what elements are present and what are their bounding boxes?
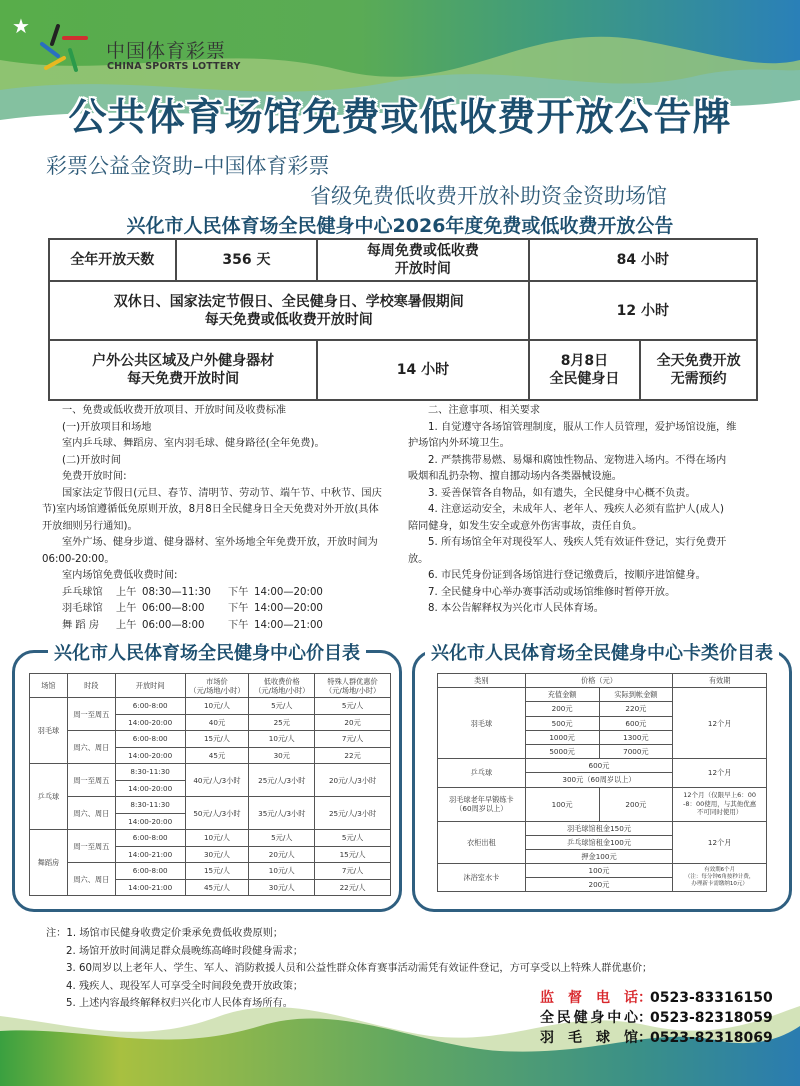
holiday-line-1: 国家法定节假日(元旦、春节、清明节、劳动节、端午节、中秋节、国庆 bbox=[62, 487, 382, 499]
header-venue: 场馆 bbox=[30, 674, 68, 698]
venue-name: 乒乓球 bbox=[30, 764, 68, 830]
price-table-box bbox=[12, 643, 402, 912]
contact-separator: ： bbox=[638, 1030, 652, 1046]
price-row bbox=[30, 830, 391, 847]
price-table-header bbox=[30, 674, 391, 698]
header-validity: 有效期 bbox=[673, 674, 767, 688]
period-name: 周六、周日 bbox=[67, 863, 115, 896]
special-price: 15元/人 bbox=[315, 846, 391, 863]
contact-supervision bbox=[540, 988, 773, 1008]
schedule-pm-label: 下午 bbox=[228, 619, 249, 631]
locker-name: 衣柜出租 bbox=[438, 821, 526, 864]
price-row bbox=[30, 764, 391, 781]
schedule-venue: 羽毛球馆 bbox=[62, 603, 103, 614]
senior-card-name-line1: 羽毛球老年早锻练卡 bbox=[449, 795, 514, 804]
open-time: 14:00-21:00 bbox=[115, 846, 185, 863]
header-price: 价格（元） bbox=[525, 674, 673, 688]
rule-item: 7. 全民健身中心举办赛事活动或场馆维修时暂停开放。 bbox=[428, 586, 676, 598]
holiday-label-line2: 每天免费或低收费开放时间 bbox=[204, 311, 373, 328]
schedule-am-label: 上午 bbox=[116, 619, 137, 631]
credited-header: 实际到帐金额 bbox=[599, 688, 673, 702]
pingpong-price: 600元 bbox=[525, 759, 673, 773]
special-price: 22元 bbox=[315, 747, 391, 764]
low-price: 20元/人 bbox=[249, 846, 315, 863]
rule-item: 3. 妥善保管各自物品，如有遗失，全民健身中心概不负责。 bbox=[428, 487, 696, 499]
period-name: 周一至周五 bbox=[67, 698, 115, 731]
header-special-label: 特殊人群优惠价 bbox=[327, 676, 378, 686]
summary-table bbox=[48, 238, 758, 401]
special-price: 25元/人/3小时 bbox=[315, 797, 391, 830]
header-category: 类别 bbox=[438, 674, 526, 688]
special-price: 7元/人 bbox=[315, 731, 391, 748]
low-price: 5元/人 bbox=[249, 830, 315, 847]
market-price: 45元 bbox=[185, 747, 249, 764]
contact-badminton-hall bbox=[540, 1028, 773, 1048]
lottery-emblem-icon bbox=[36, 24, 96, 74]
low-price: 30元/人 bbox=[249, 879, 315, 896]
low-price: 30元 bbox=[249, 747, 315, 764]
contact-fitness-center bbox=[540, 1008, 773, 1028]
header-low-unit: （元/场地/小时） bbox=[254, 685, 310, 695]
indoor-time-label: 室内场馆免费低收费时间: bbox=[62, 570, 178, 581]
schedule-pm-time: 14:00—20:00 bbox=[254, 586, 323, 598]
locker-badminton: 羽毛球馆租金150元 bbox=[525, 821, 673, 835]
shower-card-name: 沐浴室水卡 bbox=[438, 864, 526, 892]
low-price: 35元/人/3小时 bbox=[249, 797, 315, 830]
note-item: 2. 场馆开放时间满足群众晨晚练高峰时段健身需求； bbox=[66, 945, 304, 957]
rules-list bbox=[408, 420, 768, 618]
recharge-header: 充值金额 bbox=[525, 688, 599, 702]
schedule-am-label: 上午 bbox=[116, 586, 137, 598]
pingpong-card-name: 乒乓球 bbox=[438, 759, 526, 787]
rule-item-continued: 陪同健身，如发生安全或意外伤害事故，责任自负。 bbox=[408, 520, 643, 532]
rule-item-continued: 放。 bbox=[408, 553, 429, 565]
low-price: 25元 bbox=[249, 714, 315, 731]
header-special bbox=[315, 674, 391, 698]
summary-row-open-days bbox=[49, 239, 757, 281]
price-row bbox=[30, 863, 391, 880]
schedule-pm-label: 下午 bbox=[228, 603, 249, 614]
holiday-line-2: 节)室内场馆遵循低免原则开放，8月8日全民健身日全天免费对外开放(具体 bbox=[42, 504, 379, 515]
period-name: 周一至周五 bbox=[67, 764, 115, 797]
fitness-day bbox=[529, 340, 641, 400]
outdoor-line-2: 06:00-20:00。 bbox=[42, 553, 115, 565]
open-time: 6:00-8:00 bbox=[115, 698, 185, 715]
logo-english-text: CHINA SPORTS LOTTERY bbox=[107, 61, 241, 72]
market-price: 30元/人 bbox=[185, 846, 249, 863]
shower-validity bbox=[673, 864, 767, 892]
low-price: 5元/人 bbox=[249, 698, 315, 715]
contact-phone: 0523-82318069 bbox=[650, 1030, 773, 1046]
recharge-amount: 200元 bbox=[525, 702, 599, 716]
shower-validity-line1: 有效期6个月 bbox=[704, 867, 736, 874]
open-time: 14:00-20:00 bbox=[115, 714, 185, 731]
weekly-hours-label bbox=[317, 239, 528, 281]
holiday-label-line1: 双休日、国家法定节假日、全民健身日、学校寒暑假期间 bbox=[113, 293, 464, 310]
section-rules bbox=[408, 403, 768, 618]
senior-card-name-line2: （60周岁以上） bbox=[455, 804, 508, 813]
section-one-items: 室内乒乓球、舞蹈房、室内羽毛球、健身路径(全年免费)。 bbox=[62, 438, 325, 449]
star-icon: ★ bbox=[12, 14, 30, 38]
subtitle-funding: 彩票公益金资助–中国体育彩票 bbox=[46, 154, 330, 178]
senior-validity-line2: -8：00使用，与其他优惠 bbox=[683, 799, 757, 808]
rule-item: 6. 市民凭身份证到各场馆进行登记缴费后，按顺序进馆健身。 bbox=[428, 570, 706, 581]
credited-amount: 220元 bbox=[599, 702, 673, 716]
venue-name: 舞蹈房 bbox=[30, 830, 68, 896]
locker-deposit: 押金100元 bbox=[525, 849, 673, 863]
contact-phone: 0523-83316150 bbox=[650, 990, 773, 1006]
note-item: 5. 上述内容最终解释权归兴化市人民体育场所有。 bbox=[66, 998, 293, 1009]
market-price: 15元/人 bbox=[185, 731, 249, 748]
schedule-row bbox=[42, 585, 402, 602]
header-low-label: 低收费价格 bbox=[263, 676, 300, 686]
fitness-day-name: 全民健身日 bbox=[549, 371, 620, 387]
senior-validity-line3: 不可同时使用） bbox=[696, 808, 743, 817]
pingpong-validity: 12个月 bbox=[673, 759, 767, 787]
special-price: 5元/人 bbox=[315, 830, 391, 847]
open-time: 6:00-8:00 bbox=[115, 731, 185, 748]
senior-card-name bbox=[438, 787, 526, 821]
price-row bbox=[30, 797, 391, 814]
holiday-hours-label bbox=[49, 281, 529, 340]
card-row bbox=[438, 688, 767, 702]
outdoor-label-line1: 户外公共区域及户外健身器材 bbox=[92, 353, 275, 369]
holiday-line-3: 开放细则另行通知)。 bbox=[42, 520, 138, 532]
contact-label: 全民健身中心 bbox=[540, 1010, 638, 1026]
fitness-day-note-line1: 全天免费开放 bbox=[656, 353, 741, 369]
fitness-day-date: 8月8日 bbox=[560, 353, 609, 369]
outdoor-hours-value: 14 小时 bbox=[317, 340, 528, 400]
outdoor-label-line2: 每天免费开放时间 bbox=[127, 371, 240, 387]
section-opening-info bbox=[42, 403, 402, 634]
senior-validity-line1: 12个月（仅限早上6：00 bbox=[683, 791, 756, 800]
schedule-am-time: 06:00—8:00 bbox=[142, 603, 205, 614]
special-price: 20元 bbox=[315, 714, 391, 731]
card-row bbox=[438, 759, 767, 773]
market-price: 10元/人 bbox=[185, 830, 249, 847]
header-low bbox=[249, 674, 315, 698]
card-row bbox=[438, 787, 767, 821]
schedule-am-label: 上午 bbox=[116, 603, 137, 614]
special-price: 22元/人 bbox=[315, 879, 391, 896]
open-days-value: 356 天 bbox=[176, 239, 318, 281]
shower-validity-line2: （注：每分钟6角按秒计费， bbox=[684, 874, 755, 881]
open-time: 8:30-11:30 bbox=[115, 797, 185, 814]
open-time: 14:00-20:00 bbox=[115, 780, 185, 797]
period-name: 周六、周日 bbox=[67, 797, 115, 830]
card-table bbox=[437, 673, 767, 892]
open-time: 14:00-21:00 bbox=[115, 879, 185, 896]
section-one-sub2: (二)开放时间 bbox=[62, 454, 121, 466]
logo-chinese-text: 中国体育彩票 bbox=[106, 40, 227, 62]
credited-amount: 600元 bbox=[599, 716, 673, 730]
card-table-header bbox=[438, 674, 767, 688]
market-price: 45元/人 bbox=[185, 879, 249, 896]
section-one-heading: 一、免费或低收费开放项目、开放时间及收费标准 bbox=[62, 405, 287, 416]
outdoor-line-1: 室外广场、健身步道、健身器材、室外场地全年免费开放，开放时间为 bbox=[62, 537, 378, 548]
special-price: 5元/人 bbox=[315, 698, 391, 715]
open-time: 14:00-20:00 bbox=[115, 813, 185, 830]
card-row bbox=[438, 864, 767, 878]
schedule-pm-label: 下午 bbox=[228, 586, 249, 598]
rule-item: 4. 注意运动安全，未成年人、老年人、残疾人必须有监护人(成人) bbox=[428, 504, 724, 515]
contact-label: 羽毛球馆 bbox=[540, 1030, 638, 1046]
summary-row-holidays bbox=[49, 281, 757, 340]
rule-item-continued: 护场馆内外环境卫生。 bbox=[408, 438, 510, 449]
pingpong-senior-price: 300元（60周岁以上） bbox=[525, 773, 673, 787]
contact-label: 监督电话 bbox=[540, 990, 638, 1006]
market-price: 40元 bbox=[185, 714, 249, 731]
header-period: 时段 bbox=[67, 674, 115, 698]
low-price: 10元/人 bbox=[249, 731, 315, 748]
credited-amount: 1300元 bbox=[599, 730, 673, 744]
badminton-card-name: 羽毛球 bbox=[438, 688, 526, 759]
price-row bbox=[30, 731, 391, 748]
rule-item: 5. 所有场馆全年对现役军人、残疾人凭有效证件登记，实行免费开 bbox=[428, 537, 727, 548]
open-time: 6:00-8:00 bbox=[115, 830, 185, 847]
notice-title: 兴化市人民体育场全民健身中心2026年度免费或低收费开放公告 bbox=[126, 215, 674, 237]
senior-recharge: 100元 bbox=[525, 787, 599, 821]
weekly-hours-value: 84 小时 bbox=[529, 239, 757, 281]
contact-separator: ： bbox=[638, 990, 652, 1006]
shower-price-1: 100元 bbox=[525, 864, 673, 878]
rule-item: 1. 自觉遵守各场馆管理制度，服从工作人员管理，爱护场馆设施，维 bbox=[428, 421, 737, 433]
locker-pingpong: 乒乓球馆租金100元 bbox=[525, 835, 673, 849]
recharge-amount: 1000元 bbox=[525, 730, 599, 744]
schedule-venue: 舞 蹈 房 bbox=[62, 619, 100, 631]
schedule-list bbox=[42, 585, 402, 635]
china-sports-lottery-logo bbox=[6, 14, 246, 70]
free-time-label: 免费开放时间: bbox=[62, 471, 127, 482]
price-row bbox=[30, 698, 391, 715]
section-two-heading: 二、注意事项、相关要求 bbox=[428, 405, 541, 416]
senior-validity bbox=[673, 787, 767, 821]
rule-item: 2. 严禁携带易燃、易爆和腐蚀性物品、宠物进入场内。不得在场内 bbox=[428, 454, 727, 466]
period-name: 周六、周日 bbox=[67, 731, 115, 764]
market-price: 15元/人 bbox=[185, 863, 249, 880]
open-time: 14:00-20:00 bbox=[115, 747, 185, 764]
schedule-pm-time: 14:00—20:00 bbox=[254, 603, 323, 614]
card-table-box bbox=[412, 643, 792, 912]
fitness-day-note-line2: 无需预约 bbox=[670, 371, 727, 387]
rule-item: 8. 本公告解释权为兴化市人民体育场。 bbox=[428, 603, 604, 614]
rule-item-continued: 吸烟和乱扔杂物、擅自挪动场内各类器械设施。 bbox=[408, 471, 622, 482]
market-price: 50元/人/3小时 bbox=[185, 797, 249, 830]
note-item: 4. 残疾人、现役军人可享受全时间段免费开放政策； bbox=[66, 980, 304, 992]
card-row bbox=[438, 821, 767, 835]
card-table-title: 兴化市人民体育场全民健身中心卡类价目表 bbox=[425, 643, 779, 664]
open-time: 6:00-8:00 bbox=[115, 863, 185, 880]
schedule-am-time: 08:30—11:30 bbox=[142, 586, 211, 598]
main-title: 公共体育场馆免费或低收费开放公告牌 bbox=[68, 95, 732, 139]
schedule-pm-time: 14:00—21:00 bbox=[254, 619, 323, 631]
contact-phone: 0523-82318059 bbox=[650, 1010, 773, 1026]
badminton-card-validity: 12个月 bbox=[673, 688, 767, 759]
special-price: 7元/人 bbox=[315, 863, 391, 880]
contact-info bbox=[540, 988, 773, 1048]
header-market-unit: （元/场地/小时） bbox=[189, 685, 245, 695]
summary-row-outdoor bbox=[49, 340, 757, 400]
shower-price-2: 200元 bbox=[525, 878, 673, 892]
market-price: 10元/人 bbox=[185, 698, 249, 715]
weekly-label-line2: 开放时间 bbox=[394, 261, 451, 277]
weekly-label-line1: 每周免费或低收费 bbox=[366, 243, 479, 259]
notes-prefix: 注： bbox=[46, 928, 67, 939]
section-one-sub1: (一)开放项目和场地 bbox=[62, 421, 152, 433]
recharge-amount: 500元 bbox=[525, 716, 599, 730]
senior-credited: 200元 bbox=[599, 787, 673, 821]
low-price: 10元/人 bbox=[249, 863, 315, 880]
outdoor-hours-label bbox=[49, 340, 317, 400]
period-name: 周一至周五 bbox=[67, 830, 115, 863]
price-table-title: 兴化市人民体育场全民健身中心价目表 bbox=[48, 643, 366, 664]
note-item: 3. 60周岁以上老年人、学生、军人、消防救援人员和公益性群众体育赛事活动需凭有效证件登记，方可享受以上特殊人群优惠价； bbox=[66, 963, 653, 974]
open-days-label: 全年开放天数 bbox=[49, 239, 176, 281]
open-time: 8:30-11:30 bbox=[115, 764, 185, 781]
credited-amount: 7000元 bbox=[599, 744, 673, 758]
header-special-unit: （元/场地/小时） bbox=[325, 685, 381, 695]
market-price: 40元/人/3小时 bbox=[185, 764, 249, 797]
header-time: 开放时间 bbox=[115, 674, 185, 698]
contact-separator: ： bbox=[638, 1010, 652, 1026]
shower-validity-line3: 办理新卡需缴纳10元） bbox=[691, 881, 748, 888]
schedule-row bbox=[42, 601, 402, 618]
note-item: 1. 场馆市民健身收费定价秉承免费低收费原则； bbox=[66, 928, 284, 939]
recharge-amount: 5000元 bbox=[525, 744, 599, 758]
price-table bbox=[29, 673, 391, 896]
special-price: 20元/人/3小时 bbox=[315, 764, 391, 797]
schedule-venue: 乒乓球馆 bbox=[62, 586, 103, 598]
low-price: 25元/人/3小时 bbox=[249, 764, 315, 797]
schedule-am-time: 06:00—8:00 bbox=[142, 619, 205, 631]
holiday-hours-value: 12 小时 bbox=[529, 281, 757, 340]
locker-validity: 12个月 bbox=[673, 821, 767, 864]
fitness-day-note bbox=[640, 340, 757, 400]
subtitle-subsidy: 省级免费低收费开放补助资金资助场馆 bbox=[310, 184, 667, 208]
schedule-row bbox=[42, 618, 402, 635]
venue-name: 羽毛球 bbox=[30, 698, 68, 764]
header-market bbox=[185, 674, 249, 698]
header-market-label: 市场价 bbox=[206, 676, 228, 686]
